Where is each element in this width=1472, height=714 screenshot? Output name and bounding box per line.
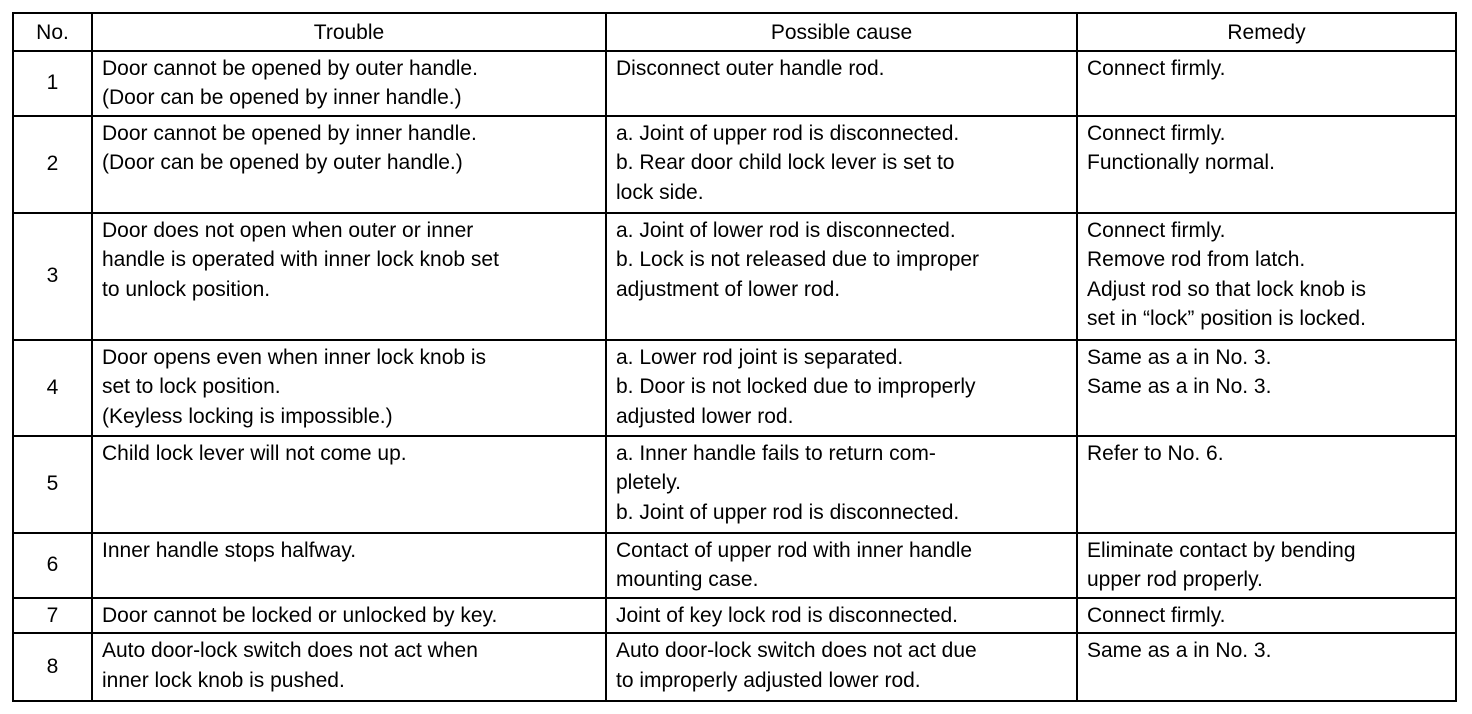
remedy-cell (1077, 51, 1456, 116)
text-line: a. Joint of lower rod is disconnected. (616, 218, 956, 242)
header-possible-cause: Possible cause (606, 13, 1077, 51)
cause-cell (606, 213, 1077, 340)
row-number: 1 (13, 51, 92, 116)
text-line: Connect firmly. (1087, 56, 1226, 80)
text-line: b. Lock is not released due to improper (616, 248, 980, 271)
text-line: Door does not open when outer or inner (102, 218, 474, 242)
remedy-cell (1077, 213, 1456, 340)
text-line: (Door can be opened by inner handle.) (102, 86, 462, 109)
text-line: Connect firmly. (1087, 218, 1226, 242)
table-row (13, 598, 1456, 634)
text-line: Auto door-lock switch does not act when (102, 639, 478, 662)
row-number: 3 (13, 213, 92, 340)
text-line: b. Door is not locked due to improperly (616, 375, 976, 398)
text-line: adjusted lower rod. (616, 404, 794, 428)
text-line: Same as a in No. 3. (1087, 639, 1272, 662)
text-line: Connect firmly. (1087, 603, 1226, 627)
remedy-cell (1077, 436, 1456, 533)
text-line: lock side. (616, 180, 704, 204)
text-line: Same as a in No. 3. (1087, 375, 1272, 398)
text-line: a. Joint of upper rod is disconnected. (616, 121, 960, 145)
text-line: inner lock knob is pushed. (102, 668, 345, 692)
trouble-cell (92, 116, 606, 213)
text-line: set in “lock” position is locked. (1087, 307, 1366, 330)
text-line: Eliminate contact by bending (1087, 538, 1356, 562)
row-number: 5 (13, 436, 92, 533)
trouble-cell (92, 51, 606, 116)
remedy-cell (1077, 633, 1456, 701)
table-row (13, 633, 1456, 701)
cause-cell (606, 598, 1077, 634)
text-line: Remove rod from latch. (1087, 248, 1306, 271)
trouble-cell (92, 340, 606, 436)
table-row (13, 436, 1456, 533)
text-line: Door cannot be opened by inner handle. (102, 121, 477, 145)
trouble-cell (92, 633, 606, 701)
table-row (13, 340, 1456, 436)
row-number: 7 (13, 598, 92, 634)
table-row (13, 116, 1456, 213)
text-line: b. Rear door child lock lever is set to (616, 151, 955, 174)
cause-cell (606, 116, 1077, 213)
cause-cell (606, 633, 1077, 701)
text-line: Refer to No. 6. (1087, 441, 1224, 465)
text-line: Child lock lever will not come up. (102, 441, 407, 465)
text-line: Functionally normal. (1087, 151, 1275, 174)
remedy-cell (1077, 340, 1456, 436)
cause-cell (606, 436, 1077, 533)
remedy-cell (1077, 598, 1456, 634)
row-number: 2 (13, 116, 92, 213)
header-row (13, 13, 1456, 51)
text-line: mounting case. (616, 568, 759, 591)
table-row (13, 533, 1456, 598)
text-line: to improperly adjusted lower rod. (616, 668, 921, 692)
trouble-cell (92, 213, 606, 340)
text-line: Contact of upper rod with inner handle (616, 538, 973, 562)
header-remedy: Remedy (1077, 13, 1456, 51)
text-line: a. Lower rod joint is separated. (616, 345, 904, 369)
text-line: to unlock position. (102, 277, 271, 301)
text-line: Door cannot be opened by outer handle. (102, 56, 478, 80)
trouble-cell (92, 436, 606, 533)
trouble-cell (92, 598, 606, 634)
text-line: Same as a in No. 3. (1087, 345, 1272, 369)
text-line: b. Joint of upper rod is disconnected. (616, 500, 960, 524)
text-line: handle is operated with inner lock knob set (102, 248, 499, 271)
row-number: 6 (13, 533, 92, 598)
remedy-cell (1077, 533, 1456, 598)
text-line: Adjust rod so that lock knob is (1087, 277, 1366, 301)
text-line: Disconnect outer handle rod. (616, 56, 885, 80)
troubleshooting-table (12, 12, 1457, 702)
text-line: Auto door-lock switch does not act due (616, 639, 977, 662)
remedy-cell (1077, 116, 1456, 213)
text-line: a. Inner handle fails to return com- (616, 441, 936, 465)
text-line: adjustment of lower rod. (616, 277, 841, 301)
text-line: (Door can be opened by outer handle.) (102, 151, 463, 174)
table-row (13, 51, 1456, 116)
text-line: upper rod properly. (1087, 568, 1263, 591)
row-number: 4 (13, 340, 92, 436)
cause-cell (606, 533, 1077, 598)
text-line: (Keyless locking is impossible.) (102, 404, 393, 428)
text-line: Connect firmly. (1087, 121, 1226, 145)
text-line: set to lock position. (102, 375, 281, 398)
text-line: pletely. (616, 471, 681, 494)
header-no: No. (13, 13, 92, 51)
text-line: Inner handle stops halfway. (102, 538, 357, 562)
row-number: 8 (13, 633, 92, 701)
text-line: Joint of key lock rod is disconnected. (616, 603, 959, 627)
text-line: Door cannot be locked or unlocked by key. (102, 603, 498, 627)
header-trouble: Trouble (92, 13, 606, 51)
table-row (13, 213, 1456, 340)
cause-cell (606, 51, 1077, 116)
text-line: Door opens even when inner lock knob is (102, 345, 487, 369)
trouble-cell (92, 533, 606, 598)
cause-cell (606, 340, 1077, 436)
